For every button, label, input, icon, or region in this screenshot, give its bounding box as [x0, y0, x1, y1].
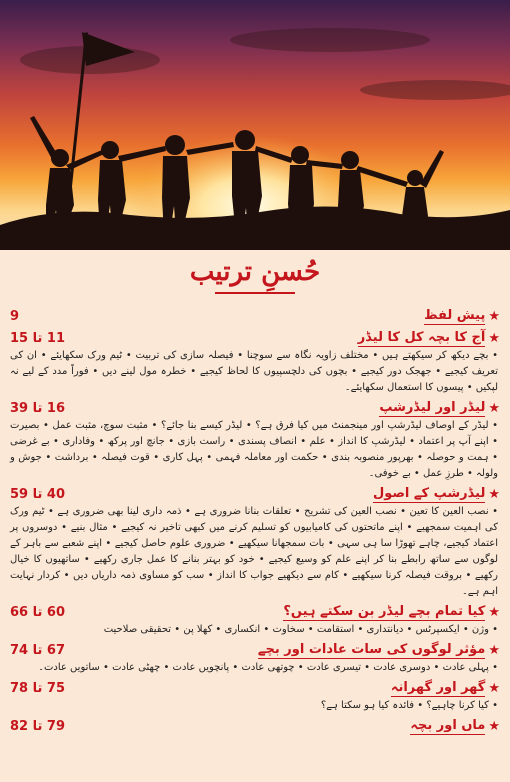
star-icon: ★	[488, 401, 500, 416]
entry-description: • پہلی عادت • دوسری عادت • تیسری عادت • چوتھی عادت • پانچویں عادت • چھٹی عادت • ساتویں عادت۔	[38, 662, 498, 673]
star-icon: ★	[488, 331, 500, 346]
heading-text: لیڈر اور لیڈرشپ	[379, 400, 486, 415]
star-icon: ★	[488, 681, 500, 696]
entry-description: • لیڈر کے اوصاف لیڈرشپ اور مینجمنٹ میں کیا فرق ہے؟ • لیڈر کیسے بنا جائے؟ • مثبت سوچ، مثبت عمل • بصیرت • اپنے آپ پر اعتماد • لیڈرشپ کا انداز • علم • انصاف پسندی • راست بازی • جانچ اور پرکھ • وفاداری • بے غرضی • ہمت و حوصلہ • بھرپور منصوبہ بندی • حکمت اور معاملہ فہمی • پہل کاری • قوت فیصلہ • برداشت • جوش و ولولہ • طرزِ عمل • بے خوفی۔	[10, 420, 498, 479]
page-range: 9	[10, 309, 20, 324]
toc-title: حُسنِ ترتیب	[189, 257, 321, 287]
toc-heading[interactable]	[283, 604, 500, 621]
entry-description: • بچے دیکھ کر سیکھتے ہیں • مختلف زاویہ نگاہ سے سوچنا • فیصلہ سازی کی تربیت • ٹیم ورک سکھایئے • ان کی تعریف کیجیے • جھجک دور کیجیے • بچوں کی دلچسپیوں کا لحاظ کیجیے • خطرہ مول لینے دیں • فوراً مدد کے لیے نہ لپکیں • پیسوں کا استعمال سکھایئے۔	[10, 350, 498, 393]
toc-heading[interactable]	[391, 680, 500, 697]
entry-description: • نصب العین کا تعین • نصب العین کی تشریح • تعلقات بنانا ضروری ہے • ذمہ داری لینا بھی ضروری ہے • ٹیم ورک کی اہمیت سمجھیے • اپنے ماتحتوں کی کامیابیوں کو تسلیم کرنے میں کبھی تاخیر نہ کیجیے • مثال بنیے • دوسروں پر اعتماد کیجیے، چاہے تھوڑا سا ہی سہی • بات سمجھانا سیکھیے • ضروری علوم حاصل کیجیے • اپنے شعبے سے باہر کے لوگوں سے ساتھ رابطے بنا کر اپنے علم کو وسیع کیجیے • خود کو بہتر بنانے کا عمل جاری رکھیے • ساتھیوں کا خیال رکھیے • بروقت فیصلہ کرنا سیکھیے • کام سے دیکھیے جواب کا انداز • سب کو مساوی ذمہ داریاں دیں • کردار نہایت اہم ہے۔	[10, 506, 498, 597]
cover-banner	[0, 0, 510, 250]
page-range: 60 تا 66	[10, 605, 66, 620]
title-underline	[215, 292, 295, 294]
star-icon: ★	[488, 643, 500, 658]
entry-description: • وژن • ایکسپرٹس • دیانتداری • استقامت • سخاوت • انکساری • کھلا پن • تحقیقی صلاحیت	[103, 624, 498, 635]
table-of-contents	[10, 304, 500, 736]
toc-heading[interactable]	[424, 308, 500, 325]
heading-text: مؤثر لوگوں کی سات عادات اور بچے	[257, 642, 486, 657]
toc-heading[interactable]	[358, 330, 500, 347]
page-range: 67 تا 74	[10, 643, 66, 658]
star-icon: ★	[488, 605, 500, 620]
toc-entry	[10, 399, 500, 482]
star-icon: ★	[488, 487, 500, 502]
heading-text: پیش لفظ	[424, 308, 486, 323]
star-icon: ★	[488, 309, 500, 324]
children-silhouette-illustration	[0, 0, 510, 250]
page-range: 11 تا 15	[10, 331, 66, 346]
toc-entry	[10, 679, 500, 714]
entry-description: • کیا کرنا چاہیے؟ • فائدہ کیا ہو سکتا ہے؟	[320, 700, 498, 711]
toc-heading[interactable]	[379, 400, 500, 417]
heading-text: لیڈرشپ کے اصول	[372, 486, 486, 501]
star-icon: ★	[488, 719, 500, 734]
page-range: 75 تا 78	[10, 681, 66, 696]
toc-entry	[10, 717, 500, 736]
heading-text: ماں اور بچہ	[410, 718, 486, 733]
toc-heading[interactable]	[410, 718, 500, 735]
toc-entry	[10, 641, 500, 676]
page-range: 16 تا 39	[10, 401, 66, 416]
toc-entry	[10, 485, 500, 600]
toc-entry	[10, 307, 500, 326]
page-range: 40 تا 59	[10, 487, 66, 502]
heading-text: گھر اور گھرانہ	[390, 680, 486, 695]
page-range: 79 تا 82	[10, 719, 66, 734]
toc-entry	[10, 603, 500, 638]
toc-heading[interactable]	[373, 486, 500, 503]
toc-heading[interactable]	[258, 642, 500, 659]
heading-text: آج کا بچہ کل کا لیڈر	[357, 330, 486, 345]
toc-entry	[10, 329, 500, 396]
heading-text: کیا تمام بچے لیڈر بن سکتے ہیں؟	[283, 604, 486, 619]
